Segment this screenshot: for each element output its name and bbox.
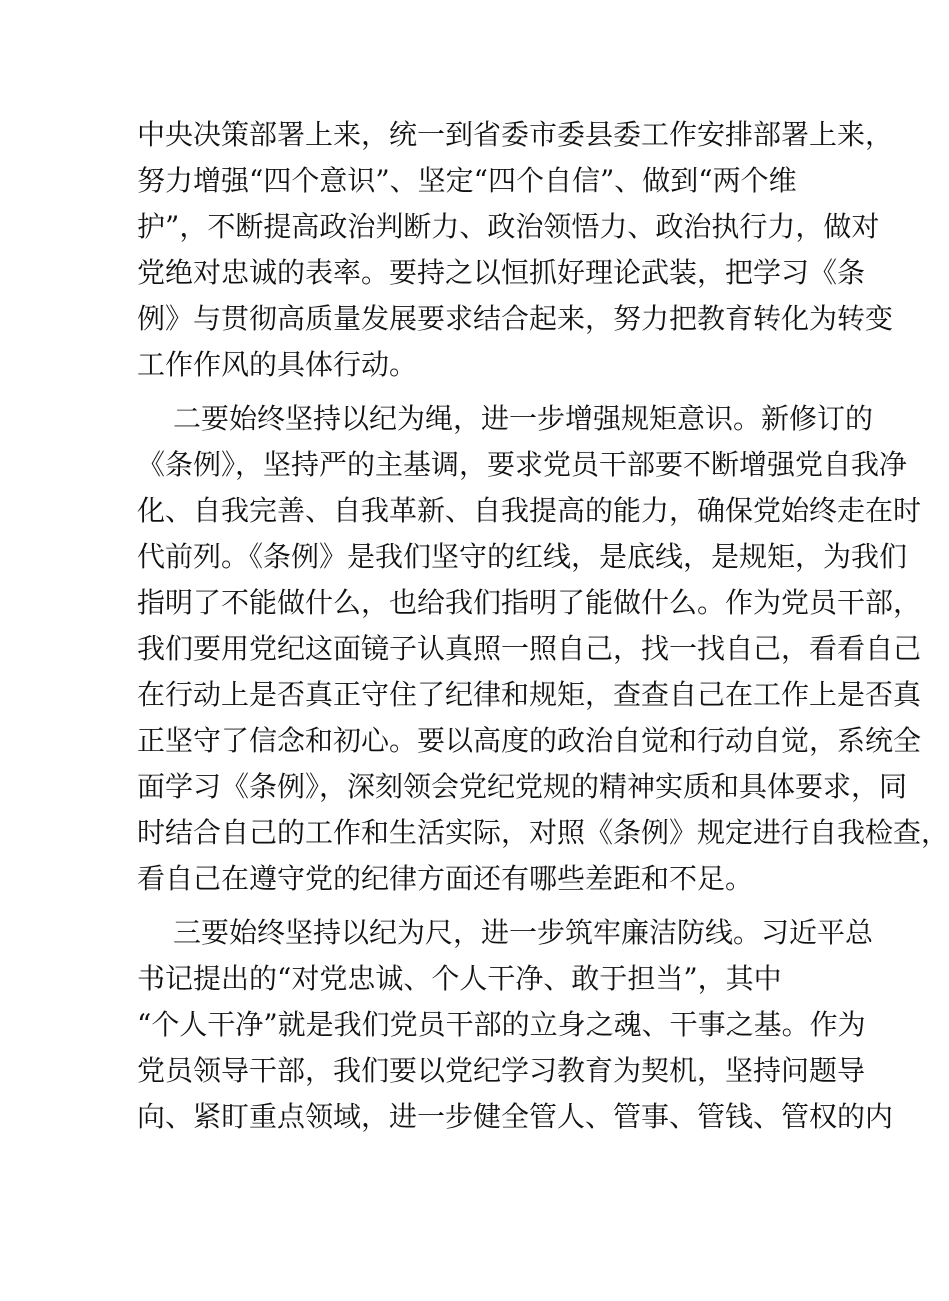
text-line: 化、自我完善、自我革新、自我提高的能力，确保党始终走在时: [137, 494, 922, 527]
text-line: 指明了不能做什么，也给我们指明了能做什么。作为党员干部，: [137, 586, 922, 619]
paragraph: [137, 396, 949, 902]
text-line: 二要始终坚持以纪为绳，进一步增强规矩意识。新修订的: [173, 402, 874, 435]
text-line: 面学习《条例》，深刻领会党纪党规的精神实质和具体要求，同: [137, 770, 908, 803]
text-line: 代前列。《条例》是我们坚守的红线，是底线，是规矩，为我们: [137, 540, 908, 573]
text-line: 书记提出的“对党忠诚、个人干净、敢于担当”，其中: [137, 962, 782, 995]
document-body: [137, 112, 949, 1140]
text-line: 工作作风的具体行动。: [137, 348, 418, 381]
text-line: 向、紧盯重点领域，进一步健全管人、管事、管钱、管权的内: [137, 1100, 894, 1133]
paragraph: [137, 910, 894, 1140]
text-line: 护”，不断提高政治判断力、政治领悟力、政治执行力，做对: [137, 210, 880, 243]
text-line: 时结合自己的工作和生活实际，对照《条例》规定进行自我检查，: [137, 816, 949, 849]
text-line: 看自己在遵守党的纪律方面还有哪些差距和不足。: [137, 862, 754, 895]
text-line: 在行动上是否真正守住了纪律和规矩，查查自己在工作上是否真: [137, 678, 922, 711]
text-line: 党绝对忠诚的表率。要持之以恒抓好理论武装，把学习《条: [137, 256, 866, 289]
text-line: 例》与贯彻高质量发展要求结合起来，努力把教育转化为转变: [137, 302, 894, 335]
text-line: 正坚守了信念和初心。要以高度的政治自觉和行动自觉，系统全: [137, 724, 922, 757]
text-line: 中央决策部署上来，统一到省委市委县委工作安排部署上来，: [137, 118, 894, 151]
text-line: “个人干净”就是我们党员干部的立身之魂、干事之基。作为: [137, 1008, 866, 1041]
paragraph: [137, 112, 894, 388]
text-line: 努力增强“四个意识”、坚定“四个自信”、做到“两个维: [137, 164, 797, 197]
text-line: 我们要用党纪这面镜子认真照一照自己，找一找自己，看看自己: [137, 632, 922, 665]
text-line: 《条例》，坚持严的主基调，要求党员干部要不断增强党自我净: [137, 448, 908, 481]
text-line: 三要始终坚持以纪为尺，进一步筑牢廉洁防线。习近平总: [173, 916, 874, 949]
text-line: 党员领导干部，我们要以党纪学习教育为契机，坚持问题导: [137, 1054, 866, 1087]
